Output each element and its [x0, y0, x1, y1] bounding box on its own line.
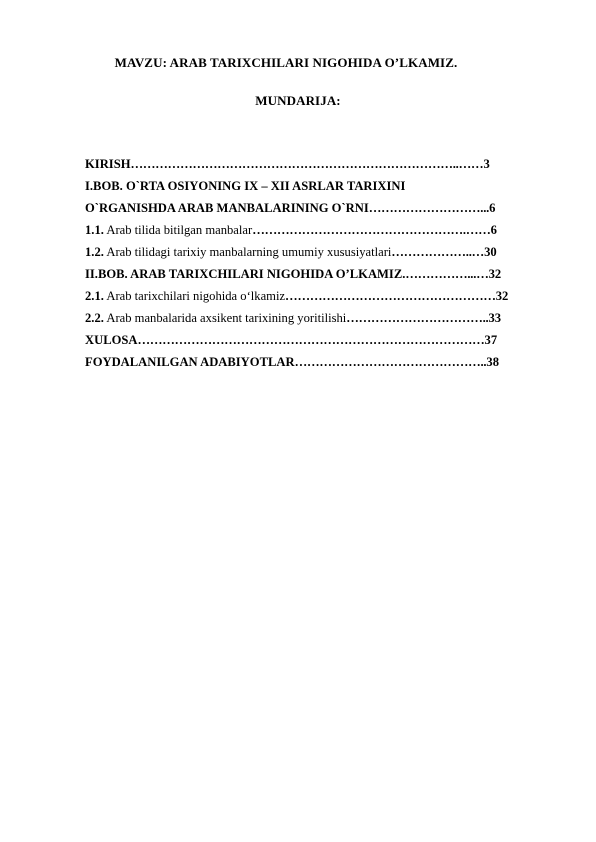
toc-leader-dots: ………………………... [368, 201, 490, 215]
toc-leader-dots: ……………………………………….. [294, 355, 487, 369]
toc-entry-chapter-1-line-2[interactable]: O`RGANISHDA ARAB MANBALARINING O`RNI………………………...6 [85, 201, 496, 215]
toc-page-number: 38 [486, 355, 499, 369]
toc-entry-kirish[interactable]: KIRISH……………………………………………………………………..……3 [85, 157, 490, 171]
toc-leader-dots: …………………………………………… [285, 289, 496, 303]
toc-entry-chapter-2[interactable]: II.BOB. ARAB TARIXCHILARI NIGOHIDA O’LKAMIZ.……………...…32 [85, 267, 502, 281]
toc-leader-dots: …………………………….. [346, 311, 489, 325]
toc-leader-dots: …………………………………………….…… [252, 223, 491, 237]
toc-section-number: 2.2. [85, 311, 104, 325]
toc-page-number: 3 [483, 157, 490, 171]
toc-page-number: 33 [488, 311, 502, 325]
toc-page-number: 32 [495, 289, 509, 303]
toc-leader-dots: ………………………………………………………………………… [137, 333, 485, 347]
toc-entry-section-2-2[interactable]: 2.2. Arab manbalarida axsikent tarixining yoritilishi……………………………..33 [85, 311, 502, 325]
toc-page-number: 6 [490, 223, 497, 237]
toc-entry-xulosa[interactable]: XULOSA…………………………………………………………………………37 [85, 333, 498, 347]
toc-section-number: 2.1. [85, 289, 104, 303]
toc-section-number: 1.1. [85, 223, 104, 237]
toc-page-number: 32 [488, 267, 502, 281]
toc-page-number: 37 [484, 333, 498, 347]
toc-entry-references[interactable]: FOYDALANILGAN ADABIYOTLAR………………………………………..38 [85, 355, 499, 369]
toc-leader-dots: ……………………………………………………………………..…… [130, 157, 484, 171]
toc-page-number: 6 [489, 201, 496, 215]
toc-entry-chapter-1-line-1[interactable]: I.BOB. O`RTA OSIYONING IX – XII ASRLAR TARIXINI [85, 179, 406, 193]
toc-leader-dots: ……………...… [405, 267, 489, 281]
toc-entry-section-1-1[interactable]: 1.1. Arab tilida bitilgan manbalar…………………………………………….……6 [85, 223, 497, 237]
document-title: MAVZU: ARAB TARIXCHILARI NIGOHIDA O’LKAMIZ. [114, 55, 458, 70]
toc-entry-section-2-1[interactable]: 2.1. Arab tarixchilari nigohida o‘lkamiz……………………………………………32 [85, 289, 509, 303]
contents-heading: MUNDARIJA: [255, 93, 341, 108]
toc-leader-dots: ………………..… [391, 245, 485, 259]
toc-page-number: 30 [484, 245, 497, 259]
toc-section-number: 1.2. [85, 245, 104, 259]
table-of-contents [85, 153, 555, 373]
toc-entry-section-1-2[interactable]: 1.2. Arab tilidagi tarixiy manbalarning umumiy xususiyatlari………………..…30 [85, 245, 497, 259]
